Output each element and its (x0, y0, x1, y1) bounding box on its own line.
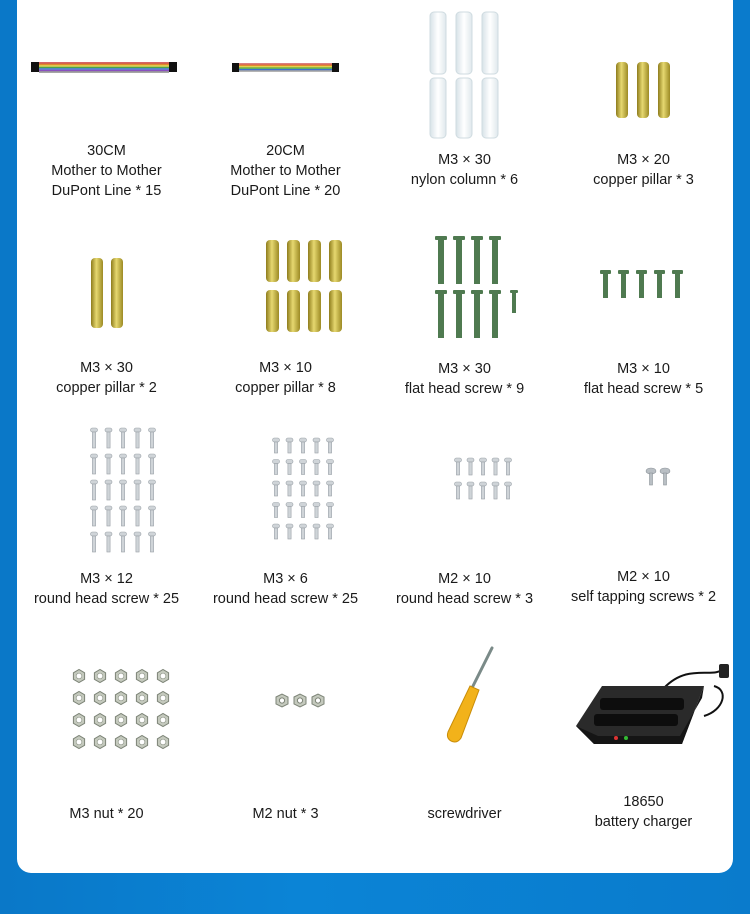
screw-mark (105, 532, 112, 552)
screw-mark (134, 454, 141, 474)
nut-mark (73, 736, 84, 749)
battery-charger-icon (554, 640, 733, 780)
screw-mark (120, 454, 127, 474)
screw-mark (286, 460, 293, 475)
nut-mark (115, 736, 126, 749)
nut-mark (73, 692, 84, 705)
screw-mark (286, 481, 293, 496)
round-head-screw-icon (196, 420, 375, 560)
screw-mark (300, 481, 307, 496)
item-qty-label: M2 nut * 3 (252, 806, 319, 822)
item-qty-label: copper pillar * 8 (235, 380, 336, 396)
item-qty-label: nylon column * 6 (410, 172, 519, 188)
screw-mark (134, 428, 141, 448)
screw-mark (492, 458, 499, 475)
item-qty-label: DuPont Line * 15 (51, 183, 162, 199)
item-qty-label: flat head screw * 5 (583, 381, 704, 397)
screw-mark (149, 480, 156, 500)
screw-mark (105, 480, 112, 500)
item-size-label: 20CM (266, 143, 305, 159)
screw-mark (91, 480, 98, 500)
screw-mark (313, 524, 320, 539)
item-size-label: M2 × 10 (617, 569, 670, 585)
nut-mark (136, 736, 147, 749)
screw-mark (120, 480, 127, 500)
nut-mark (136, 714, 147, 727)
nut-mark (73, 670, 84, 683)
screwdriver-icon (375, 640, 554, 770)
screw-mark (505, 482, 512, 499)
screw-mark (273, 460, 280, 475)
item-size-label: M3 × 30 (438, 152, 491, 168)
nut-mark (94, 692, 105, 705)
screw-mark (300, 460, 307, 475)
nut-mark (115, 714, 126, 727)
copper-pillar-icon (17, 220, 196, 340)
screw-mark (105, 454, 112, 474)
screw-mark (149, 428, 156, 448)
item-qty-label: self tapping screws * 2 (570, 589, 717, 605)
item-size-label: M3 × 12 (80, 571, 133, 587)
screw-mark (134, 480, 141, 500)
nut-mark (73, 714, 84, 727)
copper-pillar-icon (554, 0, 733, 130)
screw-mark (134, 532, 141, 552)
item-size-label: M3 × 10 (617, 361, 670, 377)
nut-mark (94, 736, 105, 749)
item-qty-label: flat head screw * 9 (404, 381, 525, 397)
screw-mark (313, 460, 320, 475)
item-size-label: 30CM (87, 143, 126, 159)
item-size-label: M3 × 10 (259, 360, 312, 376)
screw-mark (149, 532, 156, 552)
screw-mark (91, 506, 98, 526)
self-tapping-screw-icon (554, 420, 733, 560)
item-desc-label: Mother to Mother (51, 163, 162, 179)
screw-mark (273, 503, 280, 518)
hex-nut-icon (17, 640, 196, 770)
screw-mark (492, 482, 499, 499)
screw-mark (105, 506, 112, 526)
nut-mark (157, 714, 168, 727)
nut-mark (157, 670, 168, 683)
screw-mark (91, 454, 98, 474)
item-size-label: M3 × 30 (80, 360, 133, 376)
nut-mark (115, 670, 126, 683)
item-qty-label: round head screw * 25 (33, 591, 180, 607)
rainbow-dupont-cable-icon (17, 0, 196, 120)
screw-mark (120, 506, 127, 526)
screw-mark (273, 438, 280, 453)
screw-mark (120, 532, 127, 552)
screw-mark (327, 438, 334, 453)
screw-mark (273, 481, 280, 496)
screw-mark (286, 524, 293, 539)
screw-mark (286, 503, 293, 518)
screw-mark (455, 458, 462, 475)
nut-mark (157, 736, 168, 749)
round-head-screw-icon (375, 420, 554, 560)
screw-mark (313, 503, 320, 518)
hex-nut-icon (196, 640, 375, 770)
screw-mark (327, 524, 334, 539)
screw-mark (505, 458, 512, 475)
screw-mark (134, 506, 141, 526)
screw-mark (327, 503, 334, 518)
nut-mark (136, 670, 147, 683)
item-size-label: 18650 (623, 794, 664, 810)
screw-mark (467, 482, 474, 499)
rainbow-dupont-cable-icon (196, 0, 375, 120)
screw-mark (149, 506, 156, 526)
item-size-label: M3 × 30 (438, 361, 491, 377)
item-size-label: M3 × 20 (617, 152, 670, 168)
nylon-column-icon (375, 0, 554, 145)
item-qty-label: round head screw * 25 (212, 591, 359, 607)
screw-mark (313, 438, 320, 453)
screw-mark (286, 438, 293, 453)
screw-mark (300, 438, 307, 453)
parts-list-card (17, 0, 733, 873)
item-qty-label: DuPont Line * 20 (230, 183, 341, 199)
screw-mark (467, 458, 474, 475)
item-qty-label: M3 nut * 20 (69, 806, 144, 822)
screw-mark (455, 482, 462, 499)
item-qty-label: battery charger (594, 814, 693, 830)
nut-mark (94, 670, 105, 683)
screw-mark (91, 532, 98, 552)
item-qty-label: copper pillar * 3 (593, 172, 694, 188)
screw-mark (120, 428, 127, 448)
screw-mark (480, 482, 487, 499)
screw-mark (327, 481, 334, 496)
item-size-label: M2 × 10 (438, 571, 491, 587)
item-qty-label: copper pillar * 2 (56, 380, 157, 396)
nut-mark (157, 692, 168, 705)
round-head-screw-icon (17, 420, 196, 560)
nut-mark (136, 692, 147, 705)
item-qty-label: round head screw * 3 (395, 591, 534, 607)
item-desc-label: Mother to Mother (230, 163, 341, 179)
screw-mark (105, 428, 112, 448)
nut-mark (115, 692, 126, 705)
screw-mark (480, 458, 487, 475)
screw-mark (300, 503, 307, 518)
screw-mark (300, 524, 307, 539)
screw-mark (327, 460, 334, 475)
item-qty-label: screwdriver (427, 806, 502, 822)
screw-mark (273, 524, 280, 539)
nut-mark (94, 714, 105, 727)
screw-mark (313, 481, 320, 496)
flat-head-screw-icon (375, 220, 554, 350)
screw-mark (149, 454, 156, 474)
screw-mark (91, 428, 98, 448)
flat-head-screw-icon (554, 220, 733, 340)
item-size-label: M3 × 6 (263, 571, 308, 587)
copper-pillar-icon (196, 220, 375, 340)
